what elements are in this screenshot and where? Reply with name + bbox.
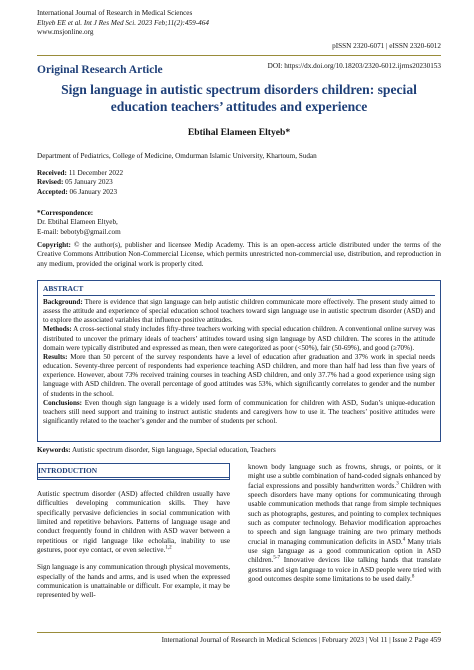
issn: pISSN 2320-6071 | eISSN 2320-6012 [332,42,441,50]
abstract-heading: ABSTRACT [43,284,84,293]
article-type: Original Research Article [37,64,163,76]
introduction-paragraph-2: Sign language is any communication through physical movements, especially of the hands and arms, and is used when the expressed communication is unattainable or difficult. For example, it may be represented by well- [37,563,230,600]
title-line-2: education teachers’ attitudes and experience [110,99,368,114]
abstract-body [43,298,435,426]
journal-name: International Journal of Research in Medical Sciences [37,9,193,17]
abstract-divider [43,295,435,296]
author: Ebtihal Elameen Eltyeb* [187,127,291,138]
citation: Eltyeb EE et al. Int J Res Med Sci. 2023 Feb;11(2):459-464 [37,18,209,27]
introduction-paragraph-1: Autistic spectrum disorder (ASD) affected children usually have difficulties developing communication skills. They have specifically pervasive deficiencies in social communication with limited and repetitive behaviors. Patterns of language usage and conduct frequently found in children with ASD waver between a repetitious or rigid language like echolalia, inability to use gestures, poor eye contact, or even selective.$^{1,2}$ [37,490,230,555]
left-column [37,463,230,601]
introduction-heading: INTRODUCTION [38,465,229,478]
abstract-methods: Methods: A cross-sectional study includes fifty-three teachers working with special education children. A conventional online survey was distributed to uncover the primary ideals of teachers’ attitudes toward using sign language by ASD children. The scores in the attitude domain were typically distributed and expressed as mean, then were categorized as poor (<50%), fair (50-69%), and good (≥70%). [43,325,435,352]
citation-ref[interactable]: 1,2 [165,545,172,551]
article-title [37,81,441,115]
introduction-paragraph-2-continued: known body language such as frowns, shrugs, or points, or it might use a subtle combination of hand-coded signals enhanced by facial expressions and possibly handwritten words.$^3$ Children with speech disorders have many options for communicating through usable communication methods that range from simple techniques such as photographs, gestures, and pointing to complex techniques such as computer technology. Behavior modification approaches to speech and sign language training are two primary methods crucial in managing communication deficits in ASD.$^4$ Many trials use sign language as a good communication option in ASD children.$^{5-7}$ Innovative devices like talking hands that translate gestures and sign language to voice in ASD people were tried with good outcomes despite some limitations to be used daily.$^8$ [248,463,442,584]
article-dates [37,169,123,197]
abstract-conclusions: Conclusions: Even though sign language is a widely used form of communication for children with ASD, Sudan’s unique-education teachers still need support and training to instruct autistic students and caregivers how to use it. The teachers’ positive attitudes were significantly related to the teacher’s gender and the number of students per school. [43,398,435,426]
abstract-results: Results: More than 50 percent of the survey respondents have a level of education after graduation and 37% work in special needs education. Seventy-three percent of respondents had experience teaching ASD children, and more than half had less than five years of experience. However, about 73% received training courses in teaching ASD children, and only 37.7% had a good experience using sign language with ASD children. The overall percentage of good attitudes was 53%, which significantly correlates to gender and the number of students in the school. [43,352,435,398]
footer-divider [37,632,441,633]
copyright-notice: Copyright: © the author(s), publisher and licensee Medip Academy. This is an open-access article distributed under the terms of the Creative Commons Attribution Non-Commercial License, which permits unrestricted non-commercial use, distribution, and reproduction in any medium, provided the original work is properly cited. [37,241,441,268]
affiliation: Department of Pediatrics, College of Medicine, Omdurman Islamic University, Khartoum, Sudan [37,152,317,160]
received-date: Received: 11 December 2022 [37,169,124,177]
title-line-1: Sign language in autistic spectrum disorders children: special [61,82,417,97]
journal-header [37,9,209,38]
introduction-heading-box [37,463,230,480]
doi-link[interactable]: DOI: https://dx.doi.org/10.18203/2320-6012.ijrms20230153 [267,62,441,70]
correspondence-email[interactable]: E-mail: bebotyb@gmail.com [37,227,121,236]
accepted-date: Accepted: 06 January 2023 [37,187,118,196]
header-divider [37,55,441,56]
journal-website[interactable]: www.msjonline.org [37,28,94,37]
abstract-background: Background: There is evidence that sign language can help autistic children communicate more effectively. The present study aimed to assess the attitude and experience of special education school teachers toward sign language use in autistic spectrum disorder (ASD) and to explore the associated variables that influence positive attitudes. [43,298,435,325]
citation-ref[interactable]: 4 [402,537,406,543]
revised-date: Revised: 05 January 2023 [37,178,113,187]
right-column [248,463,441,584]
citation-ref[interactable]: 3 [396,481,399,487]
page-footer: International Journal of Research in Medical Sciences | February 2023 | Vol 11 | Issue 2 Page 459 [161,636,441,644]
citation-ref[interactable]: 5-7 [273,556,281,562]
correspondence [37,209,121,237]
citation-ref[interactable]: 8 [411,574,415,580]
keywords: Keywords: Autistic spectrum disorder, Sign language, Special education, Teachers [37,446,276,454]
correspondence-name: Dr. Ebtihal Elameen Eltyeb, [37,218,118,227]
correspondence-label: *Correspondence: [37,209,94,217]
abstract-box [37,280,441,442]
